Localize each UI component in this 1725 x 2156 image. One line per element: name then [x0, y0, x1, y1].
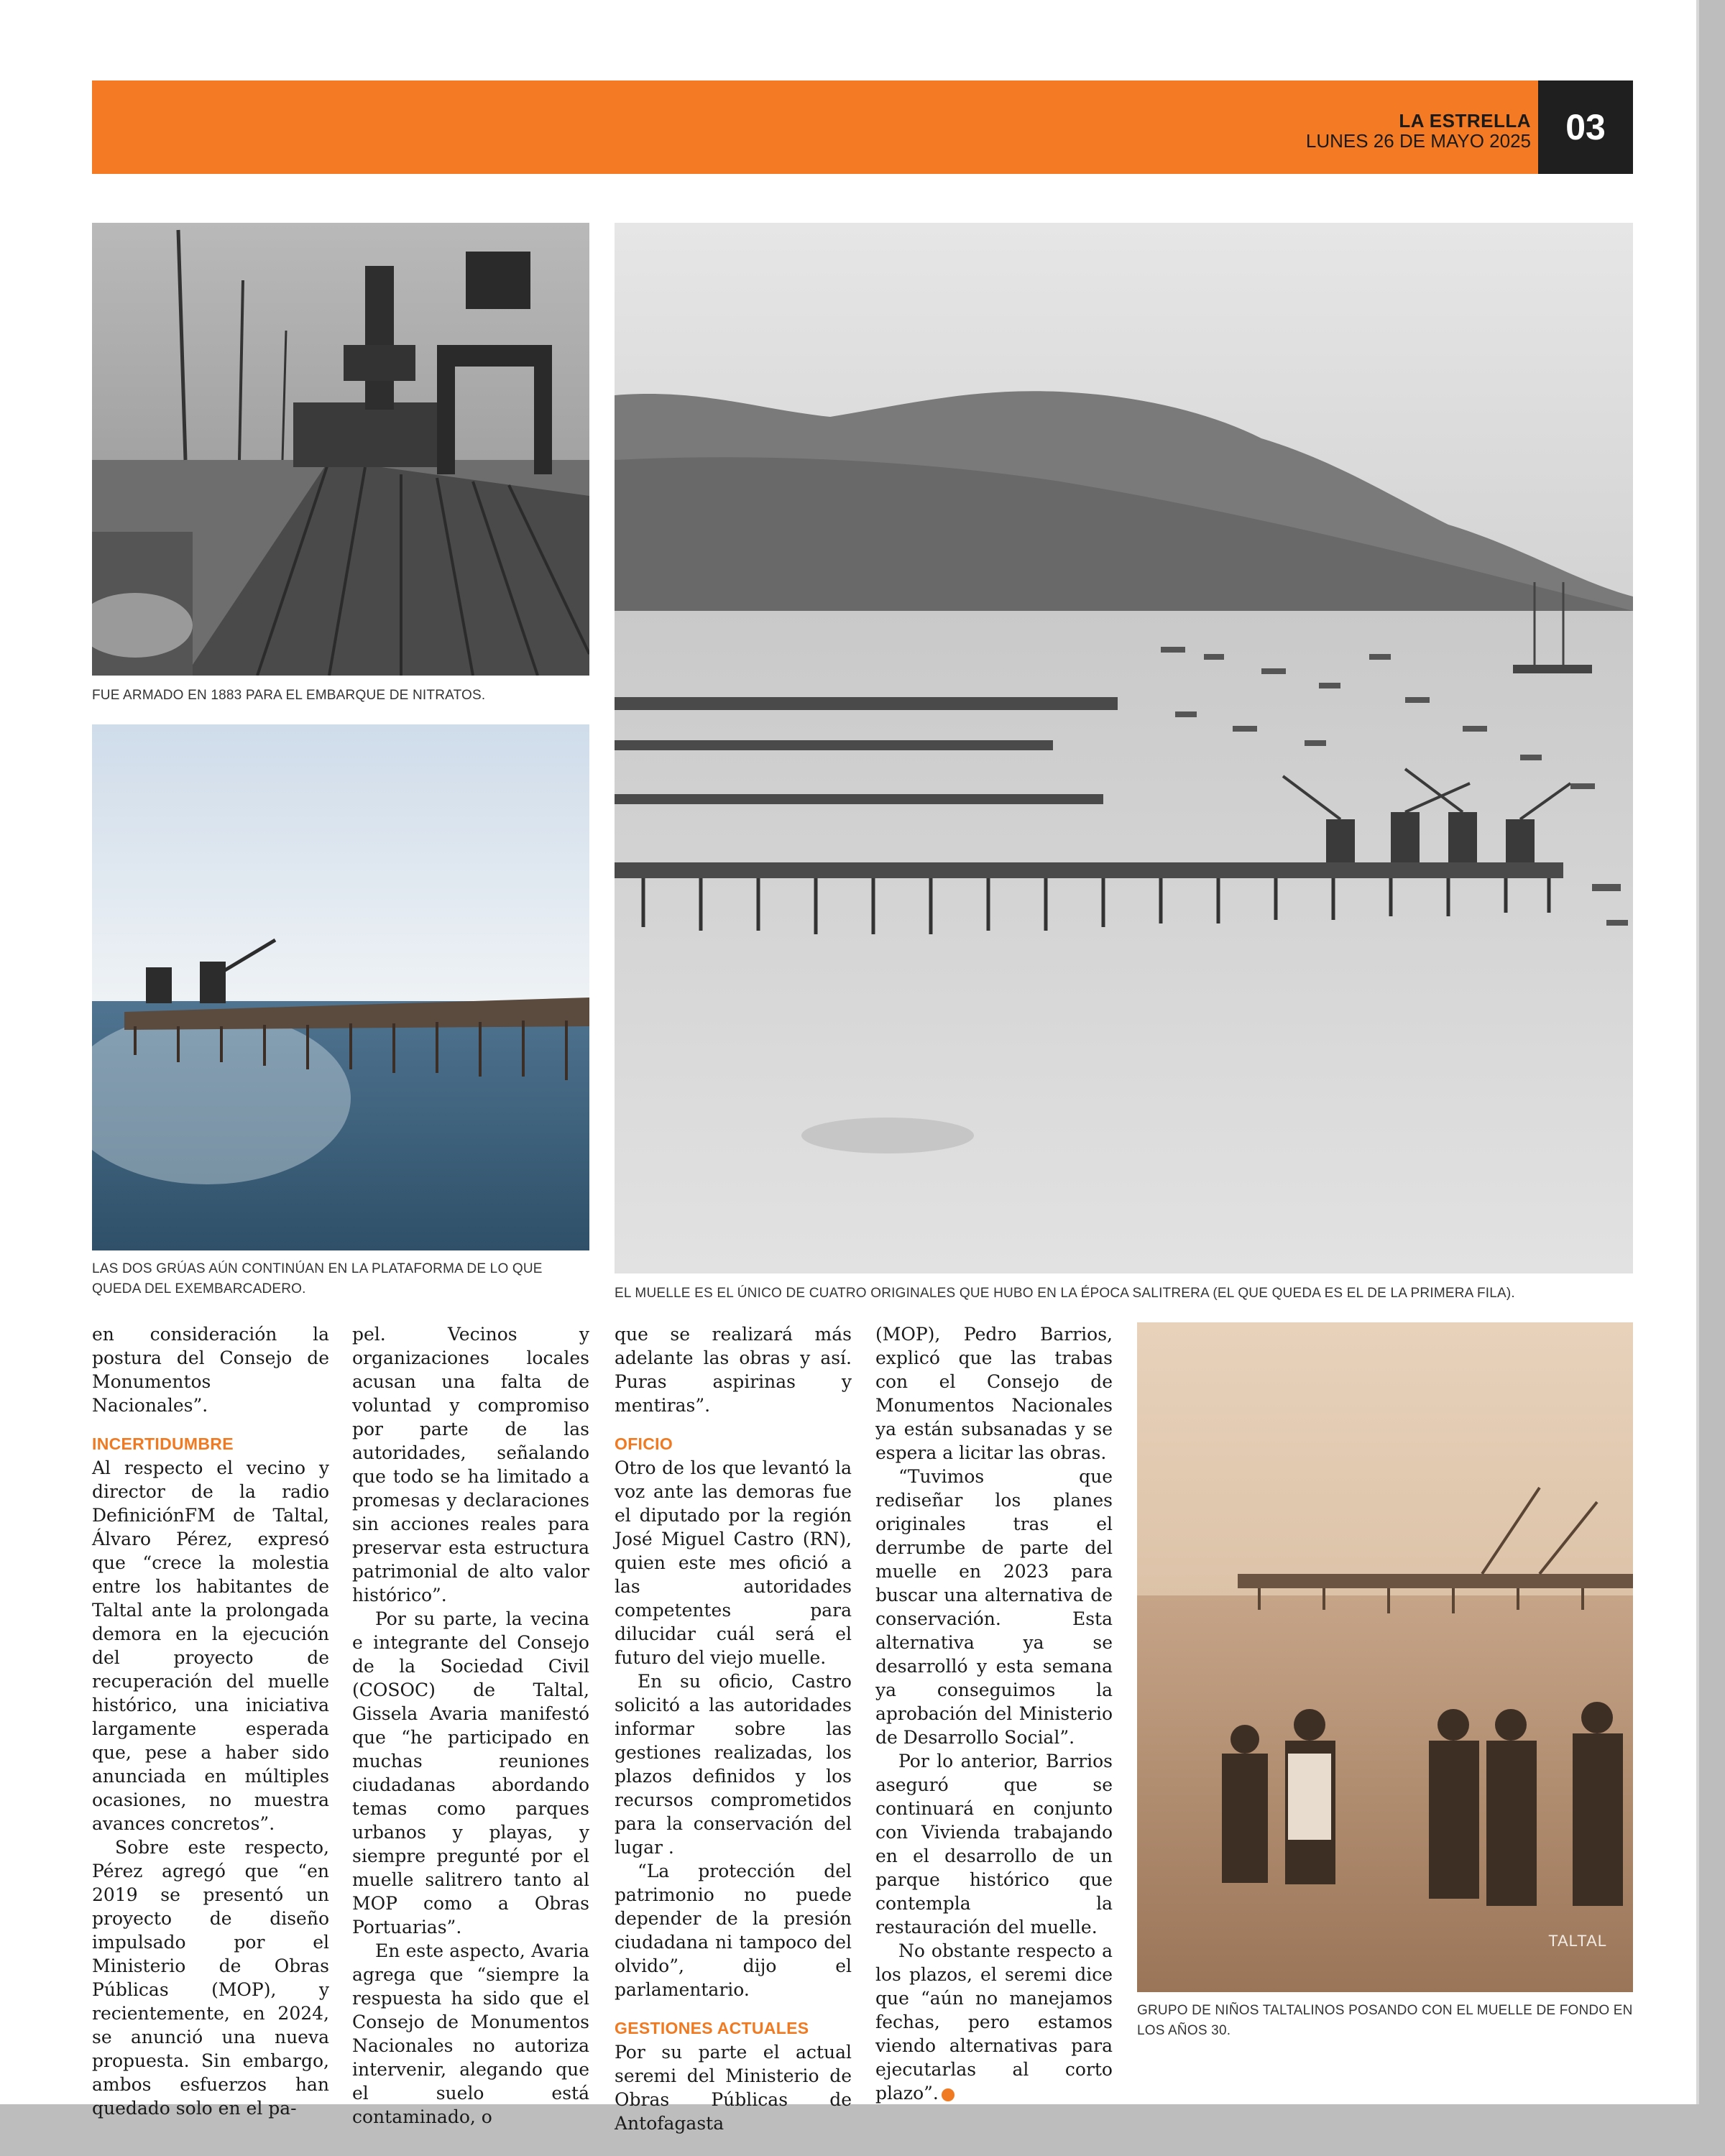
caption-photo4: GRUPO DE NIÑOS TALTALINOS POSANDO CON EL MUELLE DE FONDO EN LOS AÑOS 30.: [1137, 2003, 1633, 2038]
article-column-2: [352, 1322, 589, 2129]
publication-name: LA ESTRELLA: [1399, 110, 1531, 132]
photo-children-taltal: [1137, 1322, 1633, 1992]
caption-photo2: LAS DOS GRÚAS AÚN CONTINÚAN EN LA PLATAFORMA DE LO QUE QUEDA DEL EXEMBARCADERO.: [92, 1261, 543, 1296]
subhead-gestiones-actuales: GESTIONES ACTUALES: [615, 2019, 809, 2037]
paragraph: pel. Vecinos y organizaciones locales acusan una falta de voluntad y compromiso por parte de las autoridades, señalando que todo se ha limitado a promesas y declaraciones sin acciones reales para preservar esta estructura patrimonial de alto valor histórico”.: [352, 1324, 589, 1606]
subhead-incertidumbre: INCERTIDUMBRE: [92, 1434, 234, 1453]
end-mark-icon: [942, 2088, 954, 2101]
article-column-4: [875, 1322, 1113, 2105]
caption-main-photo: EL MUELLE ES EL ÚNICO DE CUATRO ORIGINALES QUE HUBO EN LA ÉPOCA SALITRERA (EL QUE QUEDA ES EL DE LA PRIMERA FILA).: [615, 1286, 1515, 1301]
paragraph: Por su parte el actual seremi del Ministerio de Obras Públicas de Antofagasta: [615, 2042, 852, 2134]
photo-old-pier-cranes: [92, 223, 589, 676]
page-edge: [1696, 0, 1699, 2104]
paragraph: Al respecto el vecino y director de la radio DefiniciónFM de Taltal, Álvaro Pérez, expresó que “crece la molestia entre los habitantes de Taltal ante la prolongada demora en la ejecución del proyecto de recuperación del muelle histórico, una iniciativa largamente esperada que, pese a haber sido anunciada en múltiples ocasiones, no muestra avances concretos”.: [92, 1457, 329, 1834]
paragraph: Sobre este respecto, Pérez agregó que “en 2019 se presentó un proyecto de diseño impulsado por el Ministerio de Obras Públicas (MOP), y recientemente, en 2024, se anunció una nueva propuesta. Sin embargo, ambos esfuerzos han quedado solo en el pa-: [92, 1837, 329, 2119]
paragraph: que se realizará más adelante las obras y así. Puras aspirinas y mentiras”.: [615, 1324, 852, 1416]
photo-pier-remains: [92, 724, 589, 1250]
paragraph-text: No obstante respecto a los plazos, el seremi dice que “aún no manejamos fechas, pero estamos viendo alternativas para ejecutarlas al corto plazo”.: [875, 1940, 1113, 2104]
paragraph: “Tuvimos que rediseñar los planes originales tras el derrumbe de parte del muelle en 2023 para buscar una alternativa de conservación. Esta alternativa ya se desarrolló y esta semana ya conseguimos la aprobación del Ministerio de Desarrollo Social”.: [875, 1466, 1113, 1748]
issue-date: LUNES 26 DE MAYO 2025: [1305, 130, 1531, 152]
paragraph-final: [875, 1939, 1113, 2105]
page-number: 03: [1538, 80, 1633, 174]
caption-photo1: FUE ARMADO EN 1883 PARA EL EMBARQUE DE NITRATOS.: [92, 688, 486, 703]
subhead-oficio: OFICIO: [615, 1434, 673, 1453]
article-column-3: [615, 1322, 852, 2135]
paragraph: (MOP), Pedro Barrios, explicó que las trabas con el Consejo de Monumentos Nacionales ya están subsanadas y se espera a licitar las obras.: [875, 1324, 1113, 1463]
paragraph: en consideración la postura del Consejo de Monumentos Nacionales”.: [92, 1324, 329, 1416]
photo-stamp-taltal: TALTAL: [1548, 1932, 1607, 1950]
paragraph: Otro de los que levantó la voz ante las demoras fue el diputado por la región José Miguel Castro (RN), quien este mes ofició a las autoridades competentes para dilucidar cuál será el futuro del viejo muelle.: [615, 1457, 852, 1668]
paragraph: En su oficio, Castro solicitó a las autoridades informar sobre las gestiones realizadas, los plazos definidos y los recursos comprometidos para la conservación del lugar .: [615, 1671, 852, 1858]
paragraph: “La protección del patrimonio no puede depender de la presión ciudadana ni tampoco del olvido”, dijo el parlamentario.: [615, 1861, 852, 2000]
paragraph: Por lo anterior, Barrios aseguró que se continuará en conjunto con Vivienda trabajando en el desarrollo de un parque histórico que contempla la restauración del muelle.: [875, 1751, 1113, 1938]
paragraph: Por su parte, la vecina e integrante del Consejo de la Sociedad Civil (COSOC) de Taltal, Gissela Avaria manifestó que “he participado en muchas reuniones ciudadanas abordando temas como parques urbanos y playas, y siempre pregunté por el muelle salitrero tanto al MOP como a Obras Portuarias”.: [352, 1608, 589, 1938]
paragraph: En este aspecto, Avaria agrega que “siempre la respuesta ha sido que el Consejo de Monumentos Nacionales no autoriza intervenir, alegando que el suelo está contaminado, o: [352, 1940, 589, 2127]
article-column-1: [92, 1322, 329, 2120]
masthead: [1306, 111, 1531, 151]
photo-bay-historic-piers: [615, 223, 1633, 1273]
